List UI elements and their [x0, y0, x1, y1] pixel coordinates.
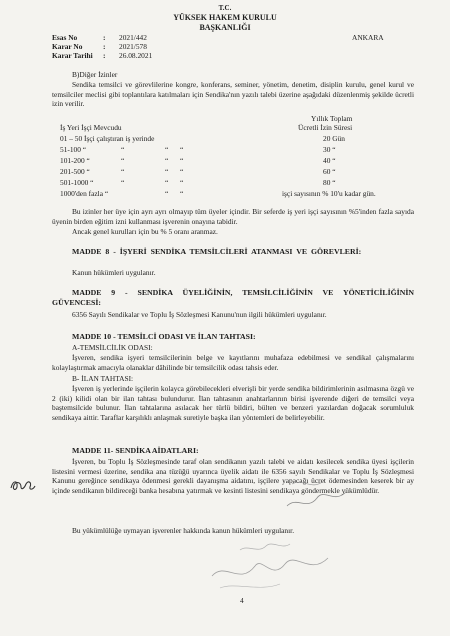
madde10-sub-a: A-TEMSİLCİLİK ODASI: — [72, 343, 153, 352]
signature-mark-upper — [282, 476, 352, 518]
madde10-body-b: İşveren iş yerlerinde işçilerin kolayca görebilecekleri elverişli bir yerde sendika bildirimlerinin asılmasına özgü ve 2 (iki) kilidi olan bir ilan tahtası bulundurur. İlan tahtasının anahtarlarının birisi işverende diğeri de temsilci veya baştemsilcide bulunur. İlan tahtalarına asılacak her türlü bildiri, bülten ve benzeri yazılardan doğacak sorumluluk sendikaya aittir. Taraflar karşılıklı anlaşmak suretiyle başka ilan yöntemleri de belirleyebilir. — [52, 384, 414, 422]
margin-paraph-signature — [8, 476, 38, 494]
madde11-body: İşveren, bu Toplu İş Sözleşmesinde taraf olan sendikanın yazılı talebi ve aidatı kesilecek sendika üyesi işçilerin listesini vermesi üzerine, sendika ana tüzüğü uyarınca üyelik aidatı ile 6356 sayılı Sendikalar ve Toplu İş Sözleşmesi Kanunu gereğince sendikaya ödenmesi gerekli dayanışma aidatını, işçilere yapacağı ücret ödemesinden keserek bir ay içinde sendikanın bildireceği banka hesabına yatırmak ve kesinti listesini sendikaya göndermekle yükümlüdür. — [52, 457, 414, 495]
madde8-title: MADDE 8 - İŞYERİ SENDİKA TEMSİLCİLERİ ATANMASI VE GÖREVLERİ: — [72, 247, 362, 256]
meta-value-tarih: 26.08.2021 — [119, 51, 153, 60]
leave-intro: Sendika temsilci ve görevlilerine kongre, konferans, seminer, yönetim, denetim, disiplin kurulu, genel kurul ve temsilciler meclisi gibi toplantılara katılmaları için Sendika'nın yazılı talebi üzerine aşağıdaki düzenlenmiş şekilde ücretli izin verilir. — [52, 80, 414, 109]
leave-row-6-ditto3: “ — [180, 189, 184, 198]
leave-col1-header: İş Yeri İşçi Mevcudu — [60, 123, 122, 132]
meta-value-esas: 2021/442 — [119, 33, 147, 42]
header-tc: T.C. — [218, 4, 232, 12]
leave-row-3-range: 101-200 “ — [60, 156, 90, 165]
leave-row-4-ditto: “ — [121, 167, 125, 176]
leave-row-6-range: 1000'den fazla “ — [60, 189, 109, 198]
madde11-title: MADDE 11- SENDİKA AİDATLARI: — [72, 446, 199, 455]
meta-sep-karar: : — [103, 42, 106, 51]
leave-heading: B)Diğer İzinler — [72, 70, 118, 79]
meta-sep-esas: : — [103, 33, 106, 42]
leave-row-6-ditto2: “ — [165, 189, 169, 198]
leave-row-4-range: 201-500 “ — [60, 167, 90, 176]
leave-row-5-ditto2: “ — [165, 178, 169, 187]
leave-row-5-days: 80 “ — [323, 178, 336, 187]
leave-col2-header-2: Ücretli İzin Süresi — [298, 123, 353, 132]
leave-col2-header-1: Yıllık Toplam — [311, 114, 353, 123]
meta-label-karar: Karar No — [52, 42, 83, 51]
leave-row-2-ditto3: “ — [180, 145, 184, 154]
leave-row-3-ditto: “ — [121, 156, 125, 165]
madde9-body: 6356 Sayılı Sendikalar ve Toplu İş Sözleşmesi Kanunu'nun ilgili hükümleri uygulanır. — [72, 310, 327, 319]
leave-row-3-days: 40 “ — [323, 156, 336, 165]
madde9-title: MADDE 9 - SENDİKA ÜYELİĞİNİN, TEMSİLCİLİĞİNİN VE YÖNETİCİLİĞİNİN GÜVENCESİ: — [52, 288, 414, 307]
meta-label-esas: Esas No — [52, 33, 78, 42]
leave-row-1-range: 01 – 50 İşçi çalıştıran iş yerinde — [60, 134, 155, 143]
page-number: 4 — [240, 596, 244, 605]
leave-row-4-ditto2: “ — [165, 167, 169, 176]
leave-row-5-range: 501-1000 “ — [60, 178, 94, 187]
leave-note-2: Ancak genel kurulları için bu % 5 oranı aranmaz. — [72, 227, 218, 236]
leave-row-2-range: 51-100 “ — [60, 145, 87, 154]
header-city: ANKARA — [352, 33, 384, 42]
leave-note-1: Bu izinler her üye için ayrı ayrı olmayıp tüm üyeler içindir. Bir seferde iş yeri işçi sayısının %5'inden fazla sayıda üyenin birden eğitim izni kullanması işverenin onayına tabidir. — [52, 207, 414, 226]
leave-row-5-ditto3: “ — [180, 178, 184, 187]
madde10-sub-b: B- İLAN TAHTASI: — [72, 374, 134, 383]
madde8-body: Kanun hükümleri uygulanır. — [72, 268, 156, 277]
leave-row-3-ditto2: “ — [165, 156, 169, 165]
leave-row-6-days: işçi sayısının % 10'u kadar gün. — [282, 189, 376, 198]
madde10-body-a: İşveren, sendika işyeri temsilcilerinin belge ve kayıtlarını muhafaza edebilmesi ve sendikal çalışmalarını kolaylaştırmak amacıyla olanaklar dâhilinde bir temsilcilik odası tahsis eder. — [52, 353, 414, 372]
meta-sep-tarih: : — [103, 51, 106, 60]
leave-row-1-days: 20 Gün — [323, 134, 345, 143]
leave-row-3-ditto3: “ — [180, 156, 184, 165]
leave-row-5-ditto: “ — [121, 178, 125, 187]
leave-row-4-ditto3: “ — [180, 167, 184, 176]
leave-row-2-ditto: “ — [121, 145, 125, 154]
leave-row-2-days: 30 “ — [323, 145, 336, 154]
madde10-title: MADDE 10 - TEMSİLCİ ODASI VE İLAN TAHTASI: — [72, 332, 256, 341]
header-dept: BAŞKANLIĞI — [199, 23, 251, 32]
leave-row-2-ditto2: “ — [165, 145, 169, 154]
madde11-body-2: Bu yükümlülüğe uymayan işverenler hakkında kanun hükümleri uygulanır. — [72, 526, 295, 535]
meta-value-karar: 2021/578 — [119, 42, 147, 51]
header-org: YÜKSEK HAKEM KURULU — [173, 13, 277, 22]
leave-row-4-days: 60 “ — [323, 167, 336, 176]
signature-mark-lower — [200, 536, 360, 594]
meta-label-tarih: Karar Tarihi — [52, 51, 93, 60]
